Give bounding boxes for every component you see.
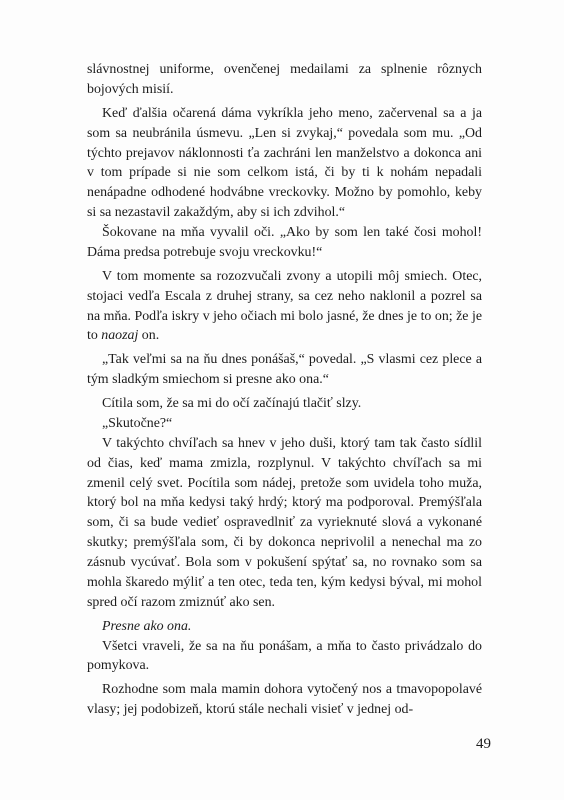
paragraph-text: on. xyxy=(138,328,160,344)
body-text xyxy=(87,60,482,720)
paragraph xyxy=(87,104,482,223)
paragraph xyxy=(87,223,482,263)
paragraph xyxy=(87,394,482,414)
paragraph-text: Cítila som, že sa mi do očí začínajú tlačiť slzy. xyxy=(102,396,362,411)
paragraph-text: Všetci vraveli, že sa na ňu ponášam, a mňa to často privádzalo do pomykova. xyxy=(87,638,482,674)
paragraph-text: Šokovane na mňa vyvalil oči. „Ako by som len také čosi mohol! Dáma predsa potrebuje svoju vreckovku!“ xyxy=(87,225,482,260)
paragraph xyxy=(87,617,482,637)
paragraph-text: „Skutočne?“ xyxy=(102,415,173,431)
paragraph-text: V takýchto chvíľach sa hnev v jeho duši, ktorý tam tak často sídlil od čias, keď mama zmizla, rozplynul. V takýchto chvíľach sa mi zmenil celý svet. Pocítila som nádej, pretože som uvidela toho muža, ktorý bol na mňa kedysi taký hrdý; ktorý ma podporoval. Premýšľala som, či sa bude vedieť ospravedlniť za vyrieknuté slová a vykonané skutky; premýšľala som, či by dokonca neprivolil a nenechal ma zo zásnub vycúvať. Bola som v pokušení spýtať sa, no rovnako som sa mohla škaredo mýliť a ten otec, teda ten, kým kedysi býval, mi mohol spred očí razom zmiznúť ako sen. xyxy=(87,435,482,610)
paragraph xyxy=(87,434,482,613)
paragraph xyxy=(87,637,482,677)
paragraph-text: „Tak veľmi sa na ňu dnes ponášaš,“ povedal. „S vlasmi cez plece a tým sladkým smiechom si presne ako ona.“ xyxy=(87,352,482,388)
paragraph-text: Rozhodne som mala mamin dohora vytočený nos a tmavopopolavé vlasy; jej podobizeň, ktorú stále nechali visieť v jednej od- xyxy=(87,682,482,718)
paragraph xyxy=(87,267,482,347)
paragraph-text: Keď ďalšia očarená dáma vykríkla jeho meno, začervenal sa a ja som sa neubránila úsmevu. „Len si zvykaj,“ povedala som mu. „Od týchto prejavov náklonnosti ťa zachráni len manželstvo a dokonca ani v tom prípade si nie som celkom istá, či by ti k nohám nepadali nenápadne odhodené hodvábne vreckovky. Možno by pomohlo, keby si sa nezastavil zakaždým, aby si ich zdvihol.“ xyxy=(87,105,482,221)
paragraph xyxy=(87,350,482,390)
paragraph xyxy=(87,680,482,720)
emphasized-text: Presne ako ona. xyxy=(102,618,192,634)
paragraph-text: slávnostnej uniforme, ovenčenej medailami za splnenie rôznych bojových misií. xyxy=(87,62,482,97)
emphasized-text: naozaj xyxy=(101,328,139,344)
paragraph xyxy=(87,414,482,434)
page-number: 49 xyxy=(476,736,491,752)
paragraph xyxy=(87,60,482,100)
paragraph-text: V tom momente sa rozozvučali zvony a utopili môj smiech. Otec, stojaci vedľa Escala z druhej strany, sa cez neho naklonil a pozrel sa na mňa. Podľa iskry v jeho očiach mi bolo jasné, že dnes je to on; že je to xyxy=(87,268,482,344)
